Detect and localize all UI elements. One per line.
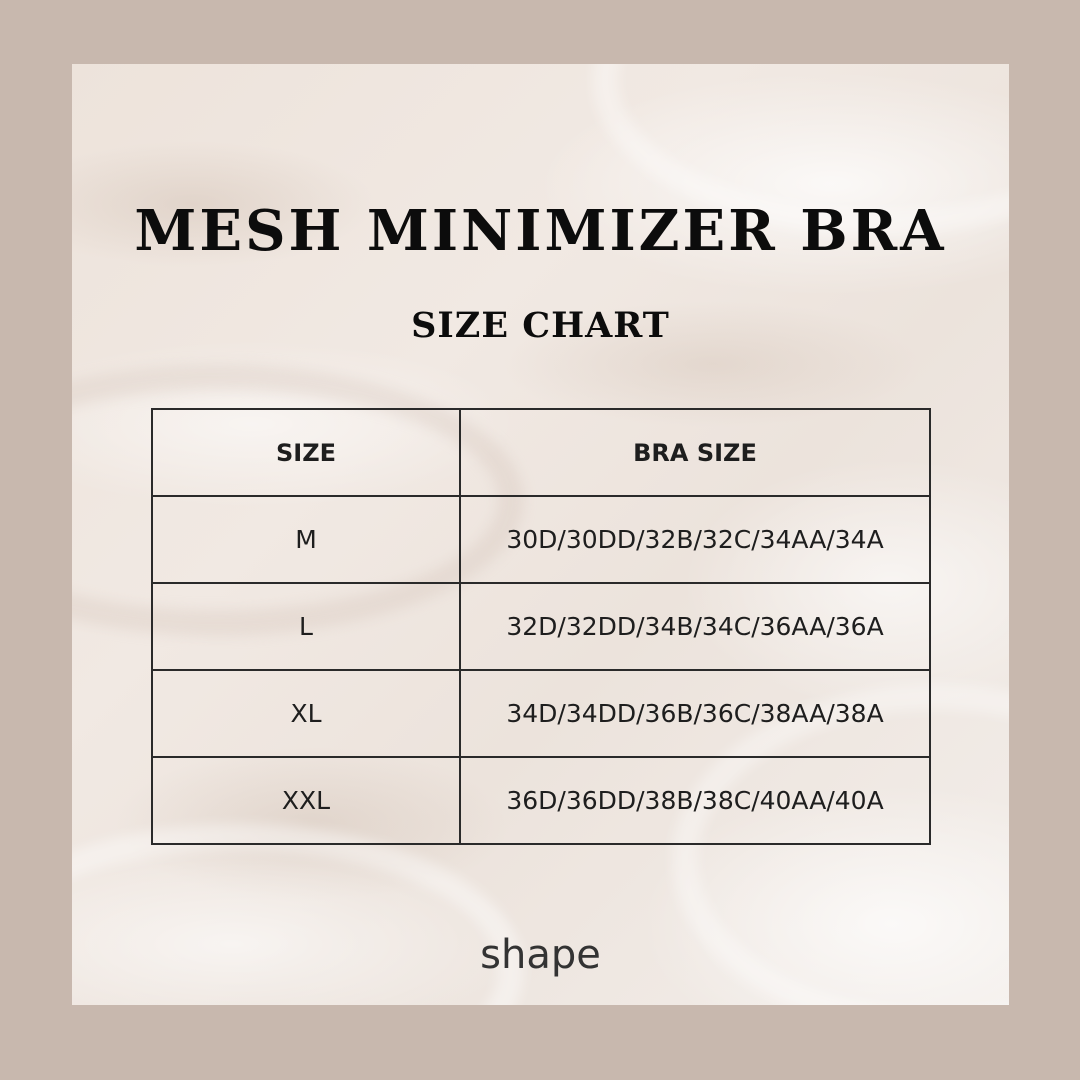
header-bra-size: BRA SIZE <box>460 409 930 496</box>
table-row <box>152 496 930 583</box>
size-cell: M <box>152 496 460 583</box>
bra-size-cell: 36D/36DD/38B/38C/40AA/40A <box>460 757 930 844</box>
product-title: MESH MINIMIZER BRA <box>134 198 947 264</box>
table-header-row <box>152 409 930 496</box>
table-row <box>152 670 930 757</box>
chart-subtitle: SIZE CHART <box>411 305 670 346</box>
table-row <box>152 583 930 670</box>
size-cell: L <box>152 583 460 670</box>
size-table <box>151 408 931 845</box>
brand-logo: shape <box>480 932 601 978</box>
size-cell: XXL <box>152 757 460 844</box>
size-cell: XL <box>152 670 460 757</box>
header-size: SIZE <box>152 409 460 496</box>
table-row <box>152 757 930 844</box>
size-chart-card <box>72 64 1009 1005</box>
bra-size-cell: 34D/34DD/36B/36C/38AA/38A <box>460 670 930 757</box>
bra-size-cell: 32D/32DD/34B/34C/36AA/36A <box>460 583 930 670</box>
bra-size-cell: 30D/30DD/32B/32C/34AA/34A <box>460 496 930 583</box>
